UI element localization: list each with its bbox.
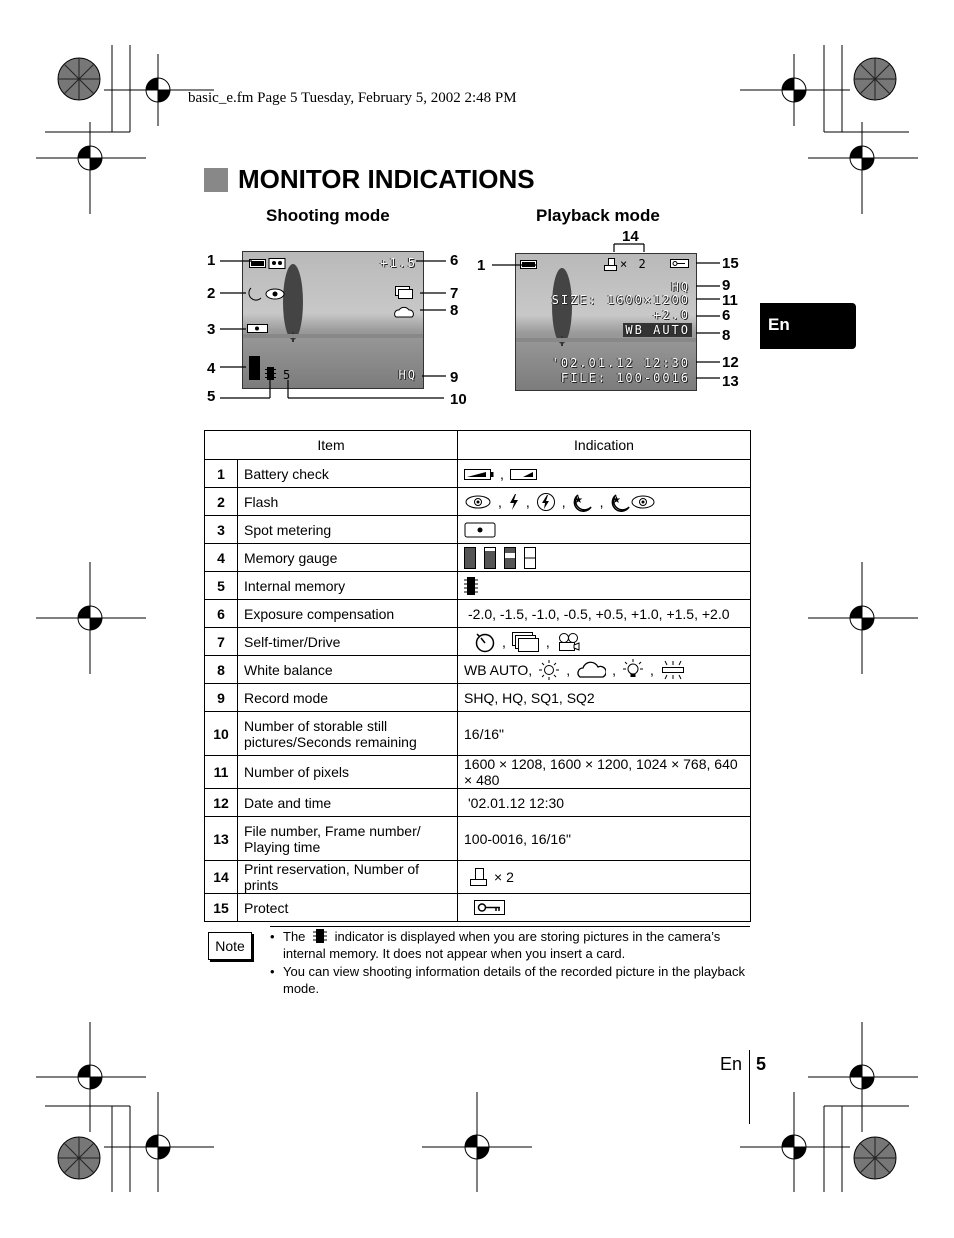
table-row bbox=[205, 460, 751, 488]
callout-shooting-8: 8 bbox=[450, 302, 459, 319]
row-number: 10 bbox=[205, 712, 238, 756]
shooting-record-mode: HQ bbox=[398, 368, 417, 382]
note-bullet-1 bbox=[270, 928, 754, 962]
flash-icon bbox=[508, 493, 520, 511]
note-rule bbox=[270, 926, 750, 927]
print-count-text: × 2 bbox=[494, 869, 514, 885]
table-row bbox=[205, 656, 751, 684]
playback-callout-lines bbox=[490, 240, 730, 390]
playback-mode-label: Playback mode bbox=[536, 206, 660, 225]
memory-gauge-empty-icon bbox=[524, 547, 536, 569]
language-tab-label: En bbox=[768, 315, 790, 334]
row-item: Number of storable still pictures/Seconds remaining bbox=[238, 712, 458, 756]
table-row bbox=[205, 544, 751, 572]
protect-key-icon bbox=[474, 900, 506, 916]
page-number: 5 bbox=[756, 1054, 767, 1074]
indications-table bbox=[204, 430, 751, 922]
callout-shooting-4: 4 bbox=[207, 360, 216, 377]
row-number: 13 bbox=[205, 817, 238, 861]
night-scene-icon bbox=[572, 492, 594, 512]
callout-playback-13: 13 bbox=[722, 373, 739, 390]
footer-divider bbox=[749, 1050, 750, 1124]
callout-playback-8: 8 bbox=[722, 327, 731, 344]
row-number: 15 bbox=[205, 894, 238, 922]
table-row bbox=[205, 817, 751, 861]
row-number: 3 bbox=[205, 516, 238, 544]
page-title: MONITOR INDICATIONS bbox=[238, 164, 535, 194]
row-indication: , , bbox=[458, 628, 751, 656]
shooting-count: 5 bbox=[283, 368, 293, 382]
row-indication: '02.01.12 12:30 bbox=[458, 789, 751, 817]
callout-playback-14: 14 bbox=[622, 228, 639, 245]
row-indication: WB AUTO, , , , bbox=[458, 656, 751, 684]
playback-print-count: × 2 bbox=[620, 257, 648, 271]
row-item: Self-timer/Drive bbox=[238, 628, 458, 656]
callout-shooting-5: 5 bbox=[207, 388, 216, 405]
row-number: 1 bbox=[205, 460, 238, 488]
row-indication bbox=[458, 544, 751, 572]
print-reserve-icon bbox=[470, 867, 488, 887]
note-bullet-2: • You can view shooting information details of the recorded picture in the playback mode. bbox=[270, 963, 754, 997]
row-item: Number of pixels bbox=[238, 756, 458, 789]
playback-exposure: +2.0 bbox=[653, 308, 690, 322]
fluorescent-icon bbox=[660, 660, 686, 680]
row-indication bbox=[458, 572, 751, 600]
red-eye-icon bbox=[464, 494, 492, 510]
table-row bbox=[205, 789, 751, 817]
row-item: Exposure compensation bbox=[238, 600, 458, 628]
wb-auto-text: WB AUTO, bbox=[464, 661, 533, 678]
row-item: Battery check bbox=[238, 460, 458, 488]
row-indication: -2.0, -1.5, -1.0, -0.5, +0.5, +1.0, +1.5, +2.0 bbox=[458, 600, 751, 628]
callout-shooting-2: 2 bbox=[207, 285, 216, 302]
row-number: 12 bbox=[205, 789, 238, 817]
table-row bbox=[205, 516, 751, 544]
cloudy-icon bbox=[576, 661, 606, 679]
row-number: 7 bbox=[205, 628, 238, 656]
table-row bbox=[205, 894, 751, 922]
memory-gauge-3-icon bbox=[484, 547, 496, 569]
table-row bbox=[205, 572, 751, 600]
callout-playback-6: 6 bbox=[722, 307, 731, 324]
row-item: Protect bbox=[238, 894, 458, 922]
row-number: 8 bbox=[205, 656, 238, 684]
playback-wb: WB AUTO bbox=[625, 323, 690, 337]
movie-icon bbox=[556, 632, 580, 652]
callout-shooting-7: 7 bbox=[450, 285, 459, 302]
battery-full-icon bbox=[464, 467, 494, 481]
self-timer-icon bbox=[474, 631, 496, 653]
row-item: Date and time bbox=[238, 789, 458, 817]
row-item: Record mode bbox=[238, 684, 458, 712]
row-number: 5 bbox=[205, 572, 238, 600]
callout-shooting-9: 9 bbox=[450, 369, 459, 386]
tungsten-icon bbox=[622, 659, 644, 681]
callout-playback-11: 11 bbox=[722, 292, 738, 309]
table-row bbox=[205, 684, 751, 712]
row-indication bbox=[458, 894, 751, 922]
sunny-icon bbox=[538, 659, 560, 681]
playback-record-mode: HQ bbox=[671, 280, 690, 294]
row-item: Spot metering bbox=[238, 516, 458, 544]
battery-low-icon bbox=[510, 467, 540, 481]
row-indication: , bbox=[458, 460, 751, 488]
internal-memory-icon bbox=[313, 928, 327, 944]
row-indication: 100-0016, 16/16" bbox=[458, 817, 751, 861]
row-number: 11 bbox=[205, 756, 238, 789]
note-bullet-1-pre: The bbox=[283, 929, 306, 944]
svg-text:★: ★ bbox=[611, 494, 621, 506]
table-row bbox=[205, 628, 751, 656]
flash-off-icon bbox=[536, 492, 556, 512]
playback-date: '02.01.12 12:30 bbox=[551, 356, 690, 370]
row-item: File number, Frame number/ Playing time bbox=[238, 817, 458, 861]
row-indication: , , , ★ , ★ bbox=[458, 488, 751, 516]
title-marker bbox=[204, 168, 228, 192]
note-text bbox=[270, 928, 754, 998]
table-row bbox=[205, 600, 751, 628]
row-item: White balance bbox=[238, 656, 458, 684]
internal-memory-icon bbox=[464, 576, 478, 596]
row-number: 14 bbox=[205, 861, 238, 894]
sequential-shooting-icon bbox=[512, 632, 540, 652]
callout-shooting-3: 3 bbox=[207, 321, 216, 338]
row-item: Internal memory bbox=[238, 572, 458, 600]
row-indication bbox=[458, 861, 751, 894]
note-bullet-1-post: indicator is displayed when you are storing pictures in the camera’s internal memory. It does not appear when you insert a card. bbox=[283, 929, 721, 961]
playback-file: FILE: 100-0016 bbox=[560, 371, 690, 385]
row-item: Flash bbox=[238, 488, 458, 516]
svg-text:★: ★ bbox=[573, 494, 583, 506]
row-number: 4 bbox=[205, 544, 238, 572]
row-number: 2 bbox=[205, 488, 238, 516]
row-item: Memory gauge bbox=[238, 544, 458, 572]
shooting-mode-label: Shooting mode bbox=[266, 206, 390, 225]
table-row bbox=[205, 488, 751, 516]
callout-playback-9: 9 bbox=[722, 277, 731, 294]
callout-shooting-10: 10 bbox=[450, 391, 467, 408]
spot-metering-icon bbox=[464, 522, 496, 538]
header-item: Item bbox=[205, 431, 458, 460]
row-item: Print reservation, Number of prints bbox=[238, 861, 458, 894]
language-tab bbox=[760, 303, 856, 349]
table-header-row bbox=[205, 431, 751, 460]
playback-size: SIZE: 1600×1200 bbox=[551, 293, 690, 307]
row-indication: 16/16" bbox=[458, 712, 751, 756]
table-row bbox=[205, 756, 751, 789]
row-number: 6 bbox=[205, 600, 238, 628]
source-file-line: basic_e.fm Page 5 Tuesday, February 5, 2002 2:48 PM bbox=[188, 90, 517, 106]
table-row bbox=[205, 712, 751, 756]
row-indication: SHQ, HQ, SQ1, SQ2 bbox=[458, 684, 751, 712]
table-row bbox=[205, 861, 751, 894]
header-indication: Indication bbox=[458, 431, 751, 460]
memory-gauge-2-icon bbox=[504, 547, 516, 569]
callout-shooting-6: 6 bbox=[450, 252, 459, 269]
callout-playback-15: 15 bbox=[722, 255, 739, 272]
shooting-exposure: +1.5 bbox=[380, 256, 417, 270]
memory-gauge-full-icon bbox=[464, 547, 476, 569]
row-indication: 1600 × 1208, 1600 × 1200, 1024 × 768, 640 × 480 bbox=[458, 756, 751, 789]
footer-language: En bbox=[720, 1054, 743, 1074]
note-label: Note bbox=[208, 932, 252, 960]
callout-playback-12: 12 bbox=[722, 354, 739, 371]
row-indication bbox=[458, 516, 751, 544]
callout-playback-1: 1 bbox=[477, 257, 486, 274]
callout-shooting-1: 1 bbox=[207, 252, 216, 269]
row-number: 9 bbox=[205, 684, 238, 712]
night-red-eye-icon bbox=[610, 492, 656, 512]
